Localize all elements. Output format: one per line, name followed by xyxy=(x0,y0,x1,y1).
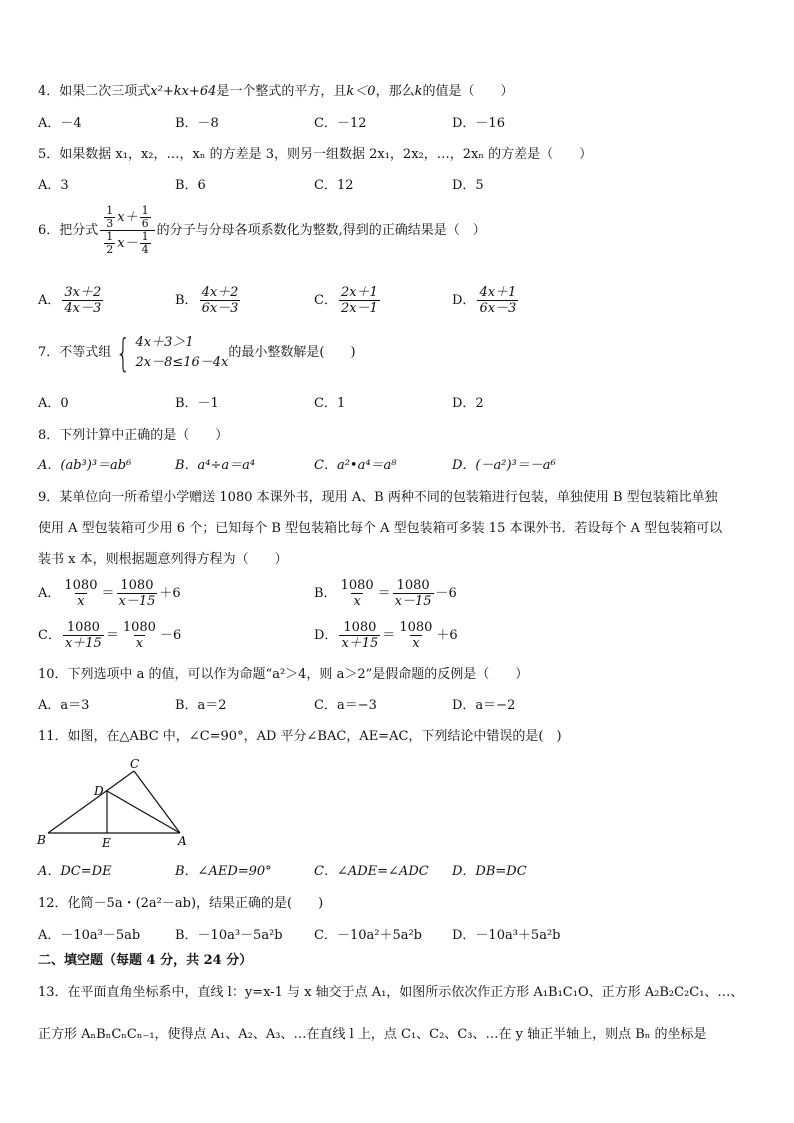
question-10: 10．下列选项中 a 的值，可以作为命题“a²＞4，则 a＞2”是假命题的反例是（ ） xyxy=(38,667,529,682)
q9-tail: －6 xyxy=(159,627,182,643)
q6-option-num: 2x＋1 xyxy=(340,285,378,300)
q5-option-c: C．12 xyxy=(314,178,354,193)
q6-frac-part: 4 xyxy=(141,243,149,256)
q4-option-c: C．－12 xyxy=(314,116,367,131)
q9-lhs-num: 1080 xyxy=(64,578,98,593)
q5-option-b: B．6 xyxy=(175,178,206,193)
q9-lhs-den: x xyxy=(353,594,361,609)
label-c: C xyxy=(130,757,140,771)
q12-option-c: C．－10a²＋5a²b xyxy=(314,928,423,943)
q10-option-b: B．a＝2 xyxy=(175,698,227,713)
q7-text: 的最小整数解是( ) xyxy=(228,345,356,360)
q11-option-a: A．DC=DE xyxy=(38,864,112,879)
q4-option-a: A．－4 xyxy=(38,116,82,131)
q6-option-den: 4x－3 xyxy=(64,301,102,316)
q6-option-label: D． xyxy=(452,292,476,308)
q9-option-label: D． xyxy=(314,627,338,643)
q12-option-b: B．－10a³－5a²b xyxy=(175,928,283,943)
q9-option-label: C． xyxy=(38,627,61,643)
question-11: 11．如图，在△ABC 中，∠C=90°，AD 平分∠BAC，AE=AC，下列结论中错误的是( ) xyxy=(38,729,562,744)
question-8: 8．下列计算中正确的是（ ） xyxy=(38,428,229,443)
segment-bc xyxy=(48,771,134,833)
q4-expression: x²+kx+64 xyxy=(150,84,217,99)
q9-rhs-num: 1080 xyxy=(122,620,156,635)
q12-option-a: A．－10a³－5ab xyxy=(38,928,141,943)
q9-line-2: 使用 A 型包装箱可少用 6 个；已知每个 B 型包装箱比每个 A 型包装箱可多装 15 本课外书．若设每个 A 型包装箱可以 xyxy=(38,521,723,536)
q6-frac-part: 1 xyxy=(141,230,149,243)
q7-inequality-2: 2x－8≤16－4x xyxy=(135,355,229,370)
q9-option-label: B． xyxy=(314,585,337,601)
q6-option-num: 4x＋1 xyxy=(479,285,517,300)
q4-condition: k＜0 xyxy=(346,84,376,99)
brace-icon: { xyxy=(116,331,131,375)
q9-option-label: A． xyxy=(38,585,61,601)
q7-inequality-1: 4x＋3＞1 xyxy=(135,335,194,350)
label-e: E xyxy=(102,836,111,850)
q6-option-a xyxy=(38,285,105,316)
q6-option-label: C． xyxy=(314,292,337,308)
segment-ad xyxy=(107,791,180,833)
q11-option-b: B．∠AED=90° xyxy=(175,864,272,879)
q4-text-2: 是一个整式的平方，且 xyxy=(216,84,347,99)
q6-compound-fraction xyxy=(100,205,154,256)
label-b: B xyxy=(37,833,46,847)
q8-option-d: D．(－a²)³＝－a⁶ xyxy=(452,458,556,473)
q8-option-b: B．a⁴÷a＝a⁴ xyxy=(175,458,256,473)
q9-rhs-num: 1080 xyxy=(120,578,154,593)
q6-option-num: 4x＋2 xyxy=(201,285,239,300)
q9-line-3: 装书 x 本，则根据题意列得方程为（ ） xyxy=(38,552,288,567)
label-d: D xyxy=(94,784,104,798)
q10-option-d: D．a＝−2 xyxy=(452,698,516,713)
q4-text-4: 的值是（ ） xyxy=(422,84,514,99)
q6-option-label: B． xyxy=(175,292,198,308)
q6-option-num: 3x＋2 xyxy=(64,285,102,300)
q9-rhs-den: x－15 xyxy=(394,594,432,609)
q6-option-label: A． xyxy=(38,292,61,308)
q6-frac-part: x－ xyxy=(117,236,138,251)
question-12: 12．化简－5a・(2a²－ab)，结果正确的是( ) xyxy=(38,896,324,911)
q6-option-d xyxy=(452,285,520,316)
q7-option-d: D．2 xyxy=(452,396,484,411)
segment-ca xyxy=(134,771,180,833)
q9-rhs-num: 1080 xyxy=(396,578,430,593)
q9-lhs-den: x＋15 xyxy=(341,636,379,651)
q11-option-d: D．DB=DC xyxy=(452,864,527,879)
question-4 xyxy=(38,84,513,100)
q4-number: 4． xyxy=(38,84,60,99)
q6-option-den: 2x－1 xyxy=(340,301,378,316)
q9-lhs-num: 1080 xyxy=(66,620,100,635)
q9-lhs-num: 1080 xyxy=(343,620,377,635)
q6-option-den: 6x－3 xyxy=(479,301,517,316)
q4-k: k xyxy=(414,84,423,99)
q7-number: 7．不等式组 xyxy=(38,345,112,360)
question-7 xyxy=(38,333,356,373)
q9-tail: ＋6 xyxy=(436,627,458,643)
triangle-figure xyxy=(30,755,200,850)
q5-option-d: D．5 xyxy=(452,178,484,193)
q6-frac-part: 3 xyxy=(106,217,114,230)
q9-lhs-num: 1080 xyxy=(340,578,374,593)
question-6 xyxy=(38,205,486,256)
q6-text: 的分子与分母各项系数化为整数,得到的正确结果是（ ） xyxy=(156,222,486,238)
q6-option-c xyxy=(314,285,382,316)
q7-system xyxy=(135,333,228,373)
q9-option-c: C． $\frac{1080}{x+15}$ ＝ $\frac{1080}{x}$ －6 xyxy=(38,620,182,651)
q4-option-b: B．－8 xyxy=(175,116,219,131)
q13-line-1: 13．在平面直角坐标系中，直线 l：y=x-1 与 x 轴交于点 A₁，如图所示依次作正方形 A₁B₁C₁O、正方形 A₂B₂C₂C₁、…、 xyxy=(38,985,744,1000)
q10-option-c: C．a＝−3 xyxy=(314,698,377,713)
q4-text-3: ，那么 xyxy=(375,84,415,99)
q9-tail: －6 xyxy=(435,585,457,601)
q6-frac-part: x＋ xyxy=(117,210,138,225)
q6-frac-part: 2 xyxy=(106,243,114,256)
q9-rhs-num: 1080 xyxy=(399,620,433,635)
q5-option-a: A．3 xyxy=(38,178,69,193)
q13-line-2: 正方形 AₙBₙCₙCₙ₋₁，使得点 A₁、A₂、A₃、…在直线 l 上，点 C₁、C₂、C₃、…在 y 轴正半轴上，则点 Bₙ 的坐标是 xyxy=(38,1027,707,1042)
q9-lhs-den: x xyxy=(77,594,85,609)
q6-frac-part: 1 xyxy=(141,204,149,217)
q9-tail: ＋6 xyxy=(159,585,181,601)
q7-option-c: C．1 xyxy=(314,396,346,411)
q11-option-c: C．∠ADE=∠ADC xyxy=(314,864,429,879)
q9-rhs-den: x xyxy=(135,636,144,651)
q9-line-1: 9．某单位向一所希望小学赠送 1080 本课外书，现用 A、B 两种不同的包装箱进行包装，单独使用 B 型包装箱比单独 xyxy=(38,490,718,505)
q9-rhs-den: x－15 xyxy=(118,594,156,609)
q9-option-d: D． $\frac{1080}{x+15}$ ＝ $\frac{1080}{x}$ ＋6 xyxy=(314,620,458,651)
q6-frac-part: 6 xyxy=(141,217,149,230)
q7-option-b: B．－1 xyxy=(175,396,219,411)
q4-text-1: 如果二次三项式 xyxy=(59,84,151,99)
q6-number: 6．把分式 xyxy=(38,222,99,238)
q9-rhs-den: x xyxy=(412,636,420,651)
label-a: A xyxy=(178,834,187,848)
q9-option-a: A． $\frac{1080}{x}$ ＝ $\frac{1080}{x-15}$ ＋6 xyxy=(38,578,181,609)
q9-lhs-den: x＋15 xyxy=(64,636,102,651)
q8-option-a: A．(ab³)³＝ab⁶ xyxy=(38,458,132,473)
q6-frac-part: 1 xyxy=(106,204,114,217)
q9-option-b: B． $\frac{1080}{x}$ ＝ $\frac{1080}{x-15}$ －6 xyxy=(314,578,457,609)
q10-option-a: A．a＝3 xyxy=(38,698,90,713)
q6-frac-part: 1 xyxy=(106,230,114,243)
section-title: 二、填空题（每题 4 分，共 24 分） xyxy=(38,953,253,968)
q12-option-d: D．－10a³＋5a²b xyxy=(452,928,561,943)
q6-option-den: 6x－3 xyxy=(201,301,239,316)
q8-option-c: C．a²•a⁴＝a⁸ xyxy=(314,458,397,473)
question-5: 5．如果数据 x₁，x₂，…，xₙ 的方差是 3，则另一组数据 2x₁，2x₂，…，2xₙ 的方差是（ ） xyxy=(38,147,593,162)
q7-option-a: A．0 xyxy=(38,396,69,411)
q6-option-b xyxy=(175,285,242,316)
q4-option-d: D．－16 xyxy=(452,116,505,131)
